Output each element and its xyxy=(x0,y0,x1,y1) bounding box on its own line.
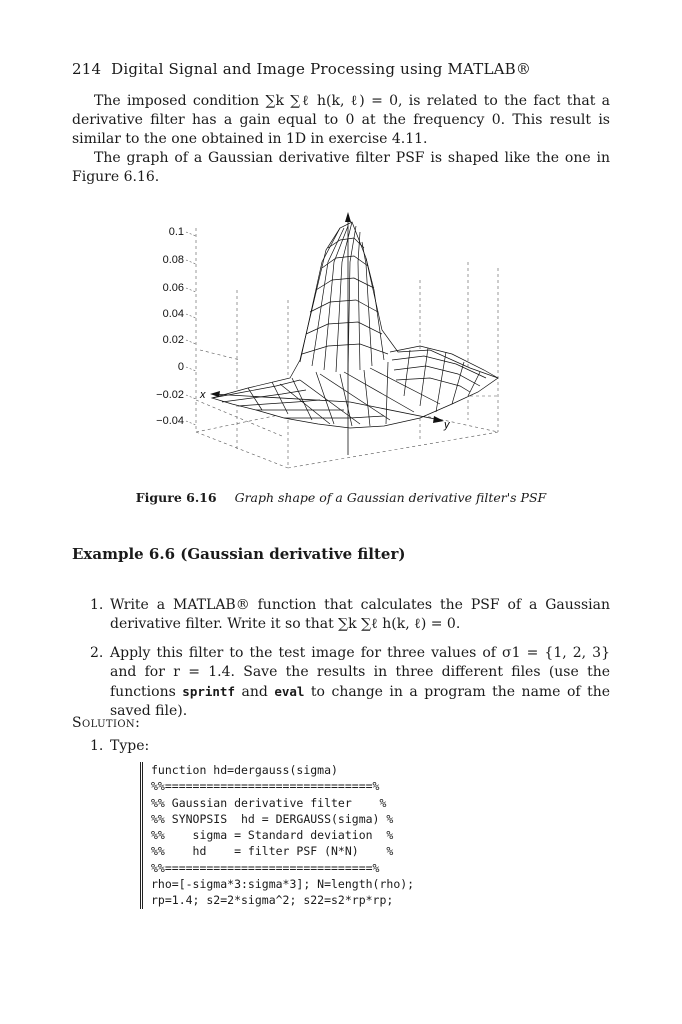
z-tick-label: −0.02 xyxy=(156,389,184,401)
z-tick-label: 0.02 xyxy=(162,334,184,346)
x-axis-label: x xyxy=(200,389,206,401)
item-text-part: to change in a program the name of the saved file). xyxy=(110,684,611,719)
code-sprintf: sprintf xyxy=(182,684,235,699)
step-number: 1. xyxy=(90,738,104,754)
code-line: %%==============================% xyxy=(151,860,380,875)
example-title: Example 6.6 (Gaussian derivative filter) xyxy=(72,545,406,563)
item-text: Write a MATLAB® function that calculates the PSF of a Gaussian derivative filter. Write it so that ∑k ∑ℓ h(k, ℓ) = 0. xyxy=(110,597,610,632)
code-line: %% sigma = Standard deviation % xyxy=(151,828,394,843)
z-axis-arrow xyxy=(345,212,351,222)
item-text-part: Apply this filter to the test image for three values of σ1 = {1, 2, 3} and for r = 1.4. Save the results in three different files (use the functions xyxy=(110,645,610,700)
gaussian-psf-surface-plot xyxy=(150,212,530,477)
z-tick-label: 0.1 xyxy=(168,226,184,238)
code-line: %% SYNOPSIS hd = DERGAUSS(sigma) % xyxy=(151,811,394,826)
item-text-part: and xyxy=(241,684,268,700)
running-header xyxy=(72,60,531,78)
item-number: 2. xyxy=(90,645,104,661)
code-line: %% hd = filter PSF (N*N) % xyxy=(151,844,394,859)
item-text xyxy=(110,644,610,721)
figure-caption-text: Graph shape of a Gaussian derivative filter's PSF xyxy=(234,490,547,505)
figure-number: Figure 6.16 xyxy=(135,490,217,505)
z-tick-label: 0 xyxy=(177,361,184,373)
code-eval: eval xyxy=(274,684,305,699)
z-tick-label: 0.06 xyxy=(162,282,184,294)
example-item-2 xyxy=(90,644,610,721)
code-line: rp=1.4; s2=2*sigma^2; s22=s2*rp*rp; xyxy=(151,893,394,908)
z-tick-label: 0.04 xyxy=(162,308,184,320)
solution-label: Solution: xyxy=(72,715,141,731)
intro-paragraph-1: The imposed condition ∑k ∑ℓ h(k, ℓ) = 0, is related to the fact that a derivative filter has a gain equal to 0 at the frequency 0. This result is similar to the one obtained in 1D in exercise 4.11. xyxy=(72,93,610,147)
page-number: 214 xyxy=(72,60,102,78)
intro-paragraph-2: The graph of a Gaussian derivative filter PSF is shaped like the one in Figure 6.16. xyxy=(72,150,610,185)
y-axis-label: y xyxy=(444,419,450,431)
step-text: Type: xyxy=(110,738,150,754)
psf-surface-mesh xyxy=(212,222,498,428)
code-line: rho=[-sigma*3:sigma*3]; N=length(rho); xyxy=(151,877,415,892)
code-line: %%==============================% xyxy=(151,779,380,794)
matlab-code-listing xyxy=(140,762,541,909)
example-item-1 xyxy=(90,596,610,634)
running-title: Digital Signal and Image Processing using MATLAB® xyxy=(111,60,532,78)
z-tick-label: −0.04 xyxy=(156,415,184,427)
item-number: 1. xyxy=(90,597,104,613)
code-line: function hd=dergauss(sigma) xyxy=(151,763,338,777)
z-tick-label: 0.08 xyxy=(162,254,184,266)
solution-step-1 xyxy=(90,737,610,756)
figure-caption xyxy=(0,490,682,505)
code-line: %% Gaussian derivative filter % xyxy=(151,795,387,810)
